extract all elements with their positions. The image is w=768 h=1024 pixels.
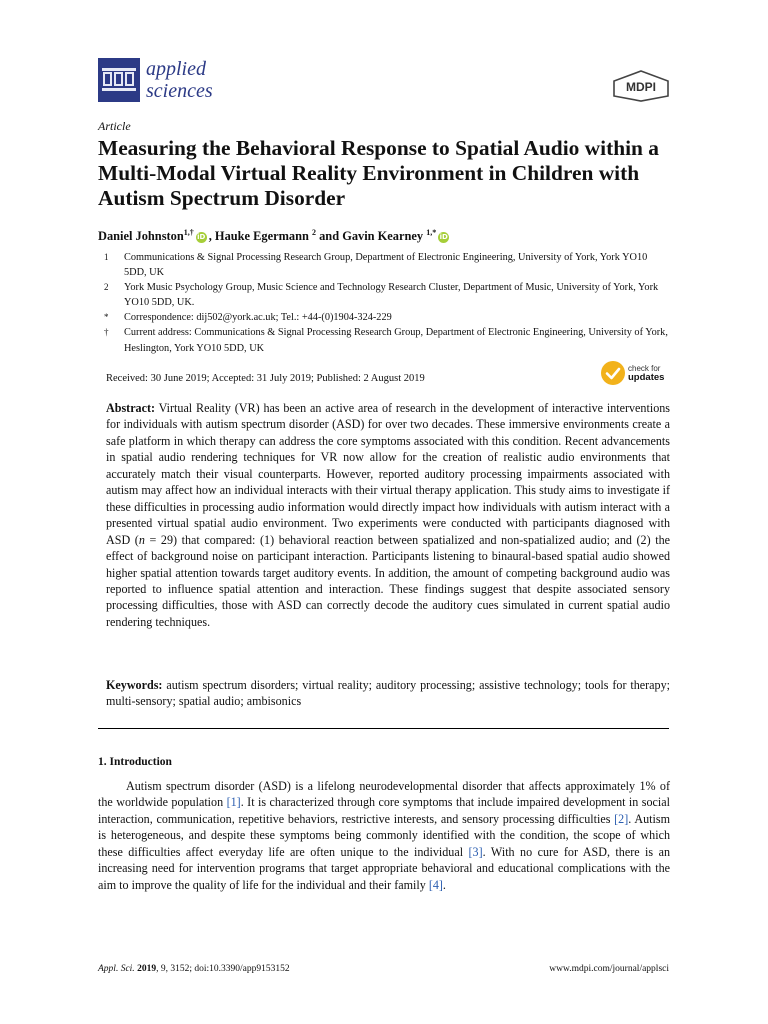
citation-link[interactable]: [2] (614, 811, 629, 826)
affiliation-text: York Music Psychology Group, Music Science and Technology Research Cluster, Department of Music, University of York, York YO10 5DD, UK. (124, 282, 659, 309)
affiliation-item (98, 280, 668, 310)
affiliation-mark: * (104, 312, 109, 323)
page-title: Measuring the Behavioral Response to Spatial Audio within a Multi-Modal Virtual Reality Environment in Children with Autism Spectrum Disorder (98, 136, 659, 210)
footer-journal-url[interactable]: www.mdpi.com/journal/applsci (549, 964, 669, 974)
journal-logo[interactable] (98, 58, 213, 102)
journal-logo-icon (98, 58, 140, 102)
journal-name-line2: sciences (146, 80, 213, 102)
citation-link[interactable]: [1] (226, 795, 241, 810)
author-affil-sup: 1,† (183, 228, 194, 237)
citation-link[interactable]: [4] (428, 877, 443, 892)
abstract-text-cont: = 29) that compared: (1) behavioral reaction between spatialized and non-spatialized audio; and (2) the effect of background noise on participant interaction. Participants listening to binaural-based spatial audio showed higher spatial attention towards target auditory events. In addition, the amount of competing background audio was reported to influence spatial attention and interaction. These findings suggest that despite associated sensory processing difficulties, those with ASD can correctly decode the auditory cues simulated in current spatial audio rendering techniques. (106, 532, 670, 629)
intro-text: . With no cure for ASD, there is an increasing need for intervention programs that target appropriate behavioral and educational complications with the aim to improve the quality of life for the individual and their family (98, 844, 670, 892)
publisher-logo[interactable] (611, 70, 671, 107)
check-updates-line2: updates (628, 372, 665, 383)
affiliation-mark: † (104, 327, 109, 338)
affiliation-text: Current address: Communications & Signal Processing Research Group, Department of Electronic Engineering, University of York, Heslington, York YO10 5DD, UK (124, 327, 668, 354)
keywords-label: Keywords: (106, 678, 163, 692)
author-affil-sup: 1,* (426, 228, 437, 237)
author-name[interactable]: and Gavin Kearney (316, 229, 424, 244)
abstract-text: Virtual Reality (VR) has been an active area of research in the development of interactive interventions for individuals with autism spectrum disorder (ASD) for over two decades. These immersive environments create a safe platform in which therapy can address the core symptoms associated with this condition. Recent advancements in spatial audio rendering techniques for VR now allow for the creation of realistic audio environments that accurately match their visual counterparts. However, reported auditory processing impairments associated with autism may affect how an individual interacts with their virtual therapy application. This study aims to investigate if these difficulties in processing audio information would directly impact how individuals with autism interact with a presented virtual spatial audio environment. Two experiments were conducted with participants diagnosed with ASD ( (106, 401, 670, 547)
section-heading: 1. Introduction (98, 756, 172, 768)
intro-text: . It is characterized through core symptoms that include impaired development in social interaction, communication, repetitive behaviors, restrictive interests, and sensory processing difficulties (98, 795, 670, 826)
intro-text: . Autism is heterogeneous, and despite these symptoms being commonly identified with the condition, the scope of which these difficulties affect everyday life are often unique to the individual (98, 811, 670, 859)
journal-name (146, 58, 213, 102)
intro-text: . (442, 877, 446, 892)
citation-link[interactable]: [3] (468, 844, 483, 859)
check-updates-icon (601, 361, 625, 385)
abstract-label: Abstract: (106, 401, 156, 415)
abstract (106, 400, 670, 630)
affiliation-mark: 1 (104, 252, 109, 262)
affiliation-item (98, 325, 668, 355)
abstract-n-symbol: n (138, 532, 145, 547)
orcid-icon[interactable]: iD (439, 233, 448, 242)
footer-citation (98, 964, 290, 974)
check-updates-line1: check for (628, 364, 661, 373)
article-type: Article (98, 119, 131, 133)
author-name[interactable]: Daniel Johnston (98, 229, 184, 244)
intro-text: Autism spectrum disorder (ASD) is a lifelong neurodevelopmental disorder that affects approximately 1% of the worldwide population (98, 779, 670, 810)
author-list (98, 228, 451, 244)
affiliation-item (98, 250, 668, 280)
mdpi-logo-icon (611, 70, 671, 102)
intro-paragraph (98, 778, 670, 893)
affiliation-text: Communications & Signal Processing Research Group, Department of Electronic Engineering, University of York, York YO10 5DD, UK (124, 252, 648, 279)
affiliation-mark: 2 (104, 282, 109, 293)
affiliation-item (98, 310, 668, 325)
footer-year: 2019 (137, 964, 157, 974)
correspondence-text[interactable]: Correspondence: dij502@york.ac.uk; Tel.: +44-(0)1904-324-229 (124, 312, 392, 324)
check-for-updates-button[interactable] (601, 361, 664, 385)
author-name[interactable]: , Hauke Egermann (208, 229, 309, 244)
footer-doi[interactable]: , 9, 3152; doi:10.3390/app9153152 (156, 964, 290, 974)
publication-dates: Received: 30 June 2019; Accepted: 31 July 2019; Published: 2 August 2019 (106, 373, 425, 384)
publisher-name: MDPI (626, 80, 656, 94)
section-divider (98, 728, 669, 729)
footer-journal-abbr: Appl. Sci. (98, 964, 135, 974)
keywords (106, 677, 670, 710)
keywords-text: autism spectrum disorders; virtual reality; auditory processing; assistive technology; tools for therapy; multi-sensory; spatial audio; ambisonics (106, 678, 670, 709)
author-affil-sup: 2 (312, 228, 317, 237)
check-updates-label (628, 364, 664, 382)
journal-name-line1: applied (146, 58, 206, 80)
orcid-icon[interactable]: iD (197, 233, 206, 242)
affiliation-list (98, 250, 668, 356)
